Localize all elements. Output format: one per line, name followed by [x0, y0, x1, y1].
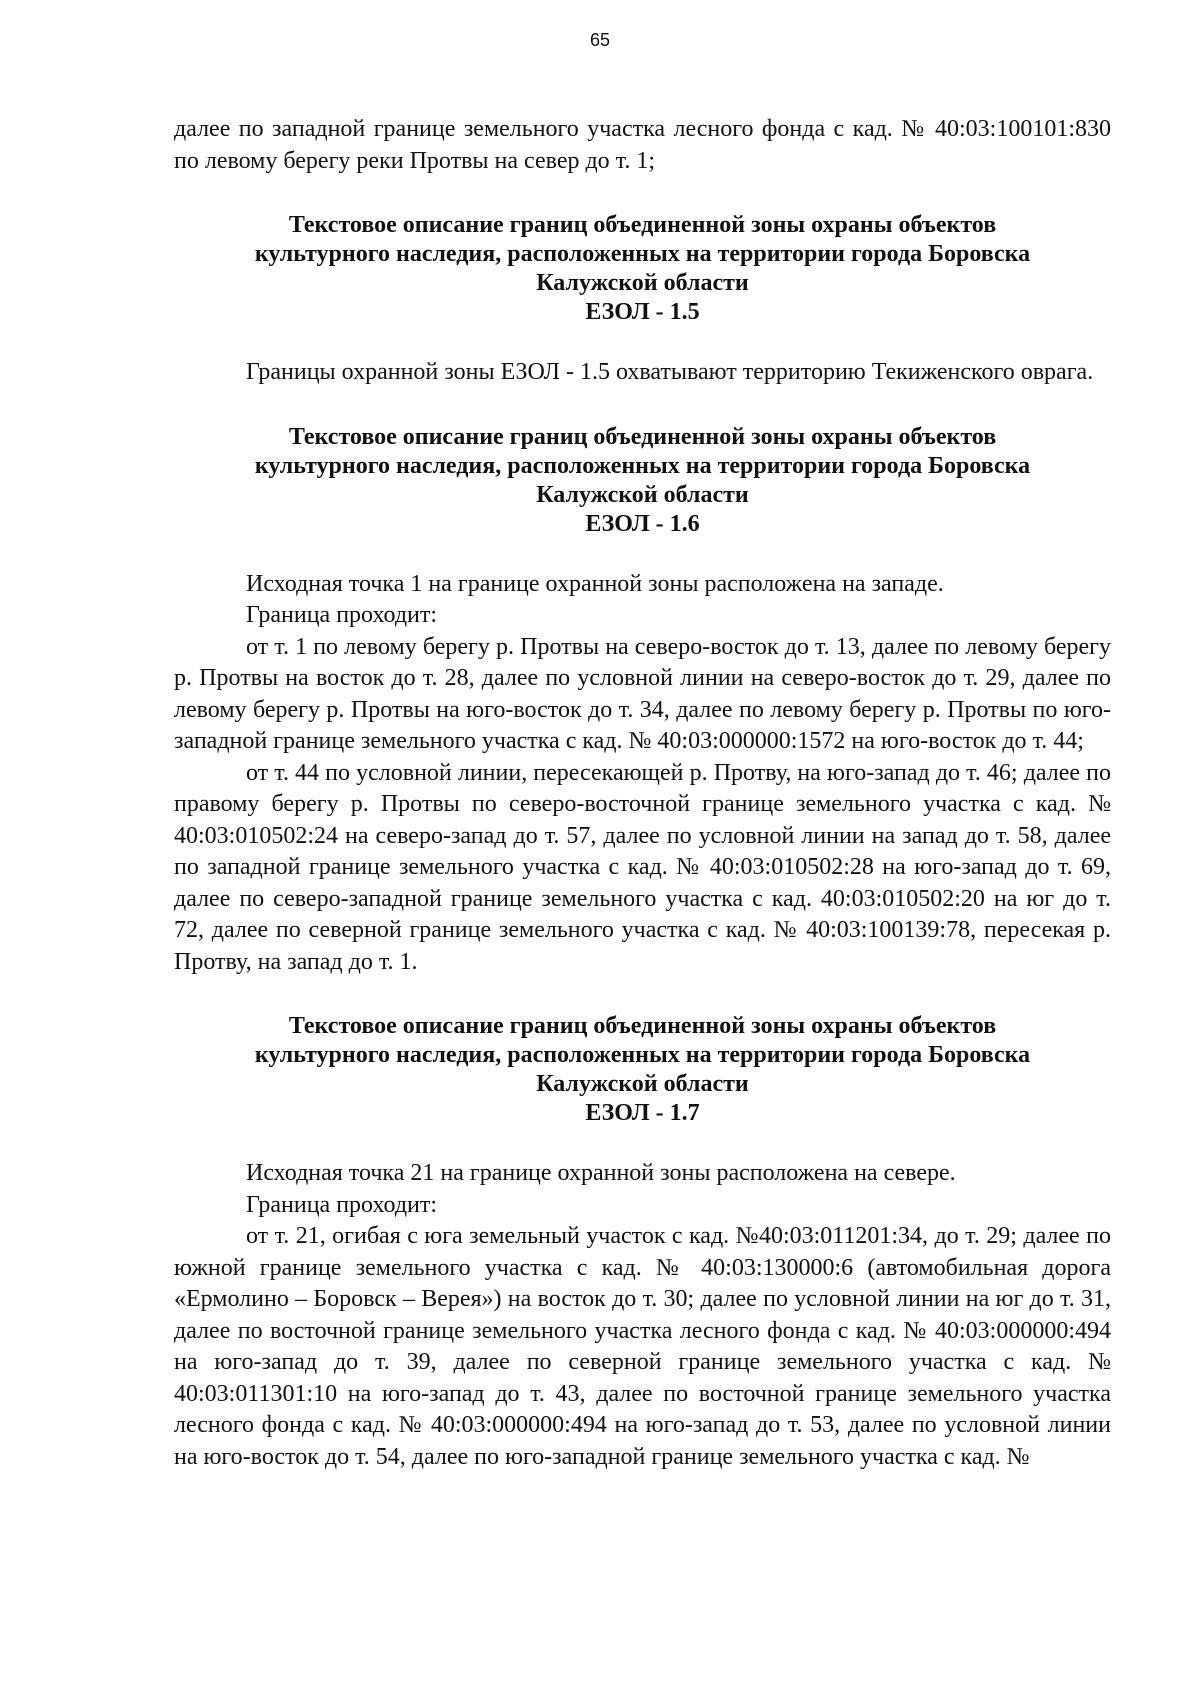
heading-line: Калужской области [536, 1071, 749, 1097]
heading-line: Калужской области [536, 270, 749, 296]
section-paragraph: Исходная точка 1 на границе охранной зоны расположена на западе. [246, 570, 944, 597]
page-number: 65 [589, 30, 611, 50]
section-heading-ezol-1-6 [174, 423, 1111, 539]
section-paragraph: Граница проходит: [246, 1191, 438, 1218]
section-paragraph: Граница проходит: [246, 602, 438, 628]
document-body [174, 114, 1111, 1473]
section-paragraph: от т. 1 по левому берегу р. Протвы на северо-восток до т. 13, далее по левому берегу р. Протвы на восток до т. 28, далее по условной линии на северо-восток до т. 29, далее по левому берегу р. Протвы на юго-восток до т. 34, далее по левому берегу р. Протвы по юго-западной границе земельного участка с кад. № 40:03:000000:1572 на юго-восток до т. 44; [174, 633, 1111, 754]
heading-line: Текстовое описание границ объединенной зоны охраны объектов [288, 423, 997, 450]
section-heading-ezol-1-7 [174, 1012, 1111, 1128]
heading-line: Текстовое описание границ объединенной зоны охраны объектов [288, 1013, 997, 1039]
heading-line: культурного наследия, расположенных на территории города Боровска [254, 452, 1031, 479]
heading-zone-code: ЕЗОЛ - 1.5 [585, 299, 700, 325]
heading-line: Калужской области [536, 481, 749, 508]
heading-zone-code: ЕЗОЛ - 1.6 [585, 510, 700, 537]
section-paragraph: Исходная точка 21 на границе охранной зоны расположена на севере. [246, 1160, 956, 1186]
intro-paragraph: далее по западной границе земельного участка лесного фонда с кад. № 40:03:100101:830 по левому берегу реки Протвы на север до т. 1; [174, 116, 1111, 174]
heading-line: Текстовое описание границ объединенной зоны охраны объектов [288, 212, 997, 238]
heading-zone-code: ЕЗОЛ - 1.7 [585, 1100, 700, 1126]
section-paragraph: от т. 44 по условной линии, пересекающей р. Протву, на юго-запад до т. 46; далее по правому берегу р. Протвы по северо-восточной границе земельного участка с кад. № 40:03:010502:24 на северо-запад до т. 57, далее по условной линии на запад до т. 58, далее по западной границе земельного участка с кад. № 40:03:010502:28 на юго-запад до т. 69, далее по северо-западной границе земельного участка с кад. 40:03:010502:20 на юг до т. 72, далее по северной границе земельного участка с кад. № 40:03:100139:78, пересекая р. Протву, на запад до т. 1. [174, 759, 1111, 975]
section-paragraph: Границы охранной зоны ЕЗОЛ - 1.5 охватывают территорию Текиженского оврага. [246, 359, 1094, 385]
heading-line: культурного наследия, расположенных на территории города Боровска [254, 1042, 1031, 1068]
section-heading-ezol-1-5 [174, 211, 1111, 327]
heading-line: культурного наследия, расположенных на территории города Боровска [254, 241, 1031, 267]
section-paragraph: от т. 21, огибая с юга земельный участок с кад. №40:03:011201:34, до т. 29; далее по южной границе земельного участка с кад. № 40:03:130000:6 (автомобильная дорога «Ермолино – Боровск – Верея») на восток до т. 30; далее по условной линии на юг до т. 31, далее по восточной границе земельного участка лесного фонда с кад. № 40:03:000000:494 на юго-запад до т. 39, далее по северной границе земельного участка с кад. № 40:03:011301:10 на юго-запад до т. 43, далее по восточной границе земельного участка лесного фонда с кад. № 40:03:000000:494 на юго-запад до т. 53, далее по условной линии на юго-восток до т. 54, далее по юго-западной границе земельного участка с кад. № [174, 1223, 1111, 1470]
